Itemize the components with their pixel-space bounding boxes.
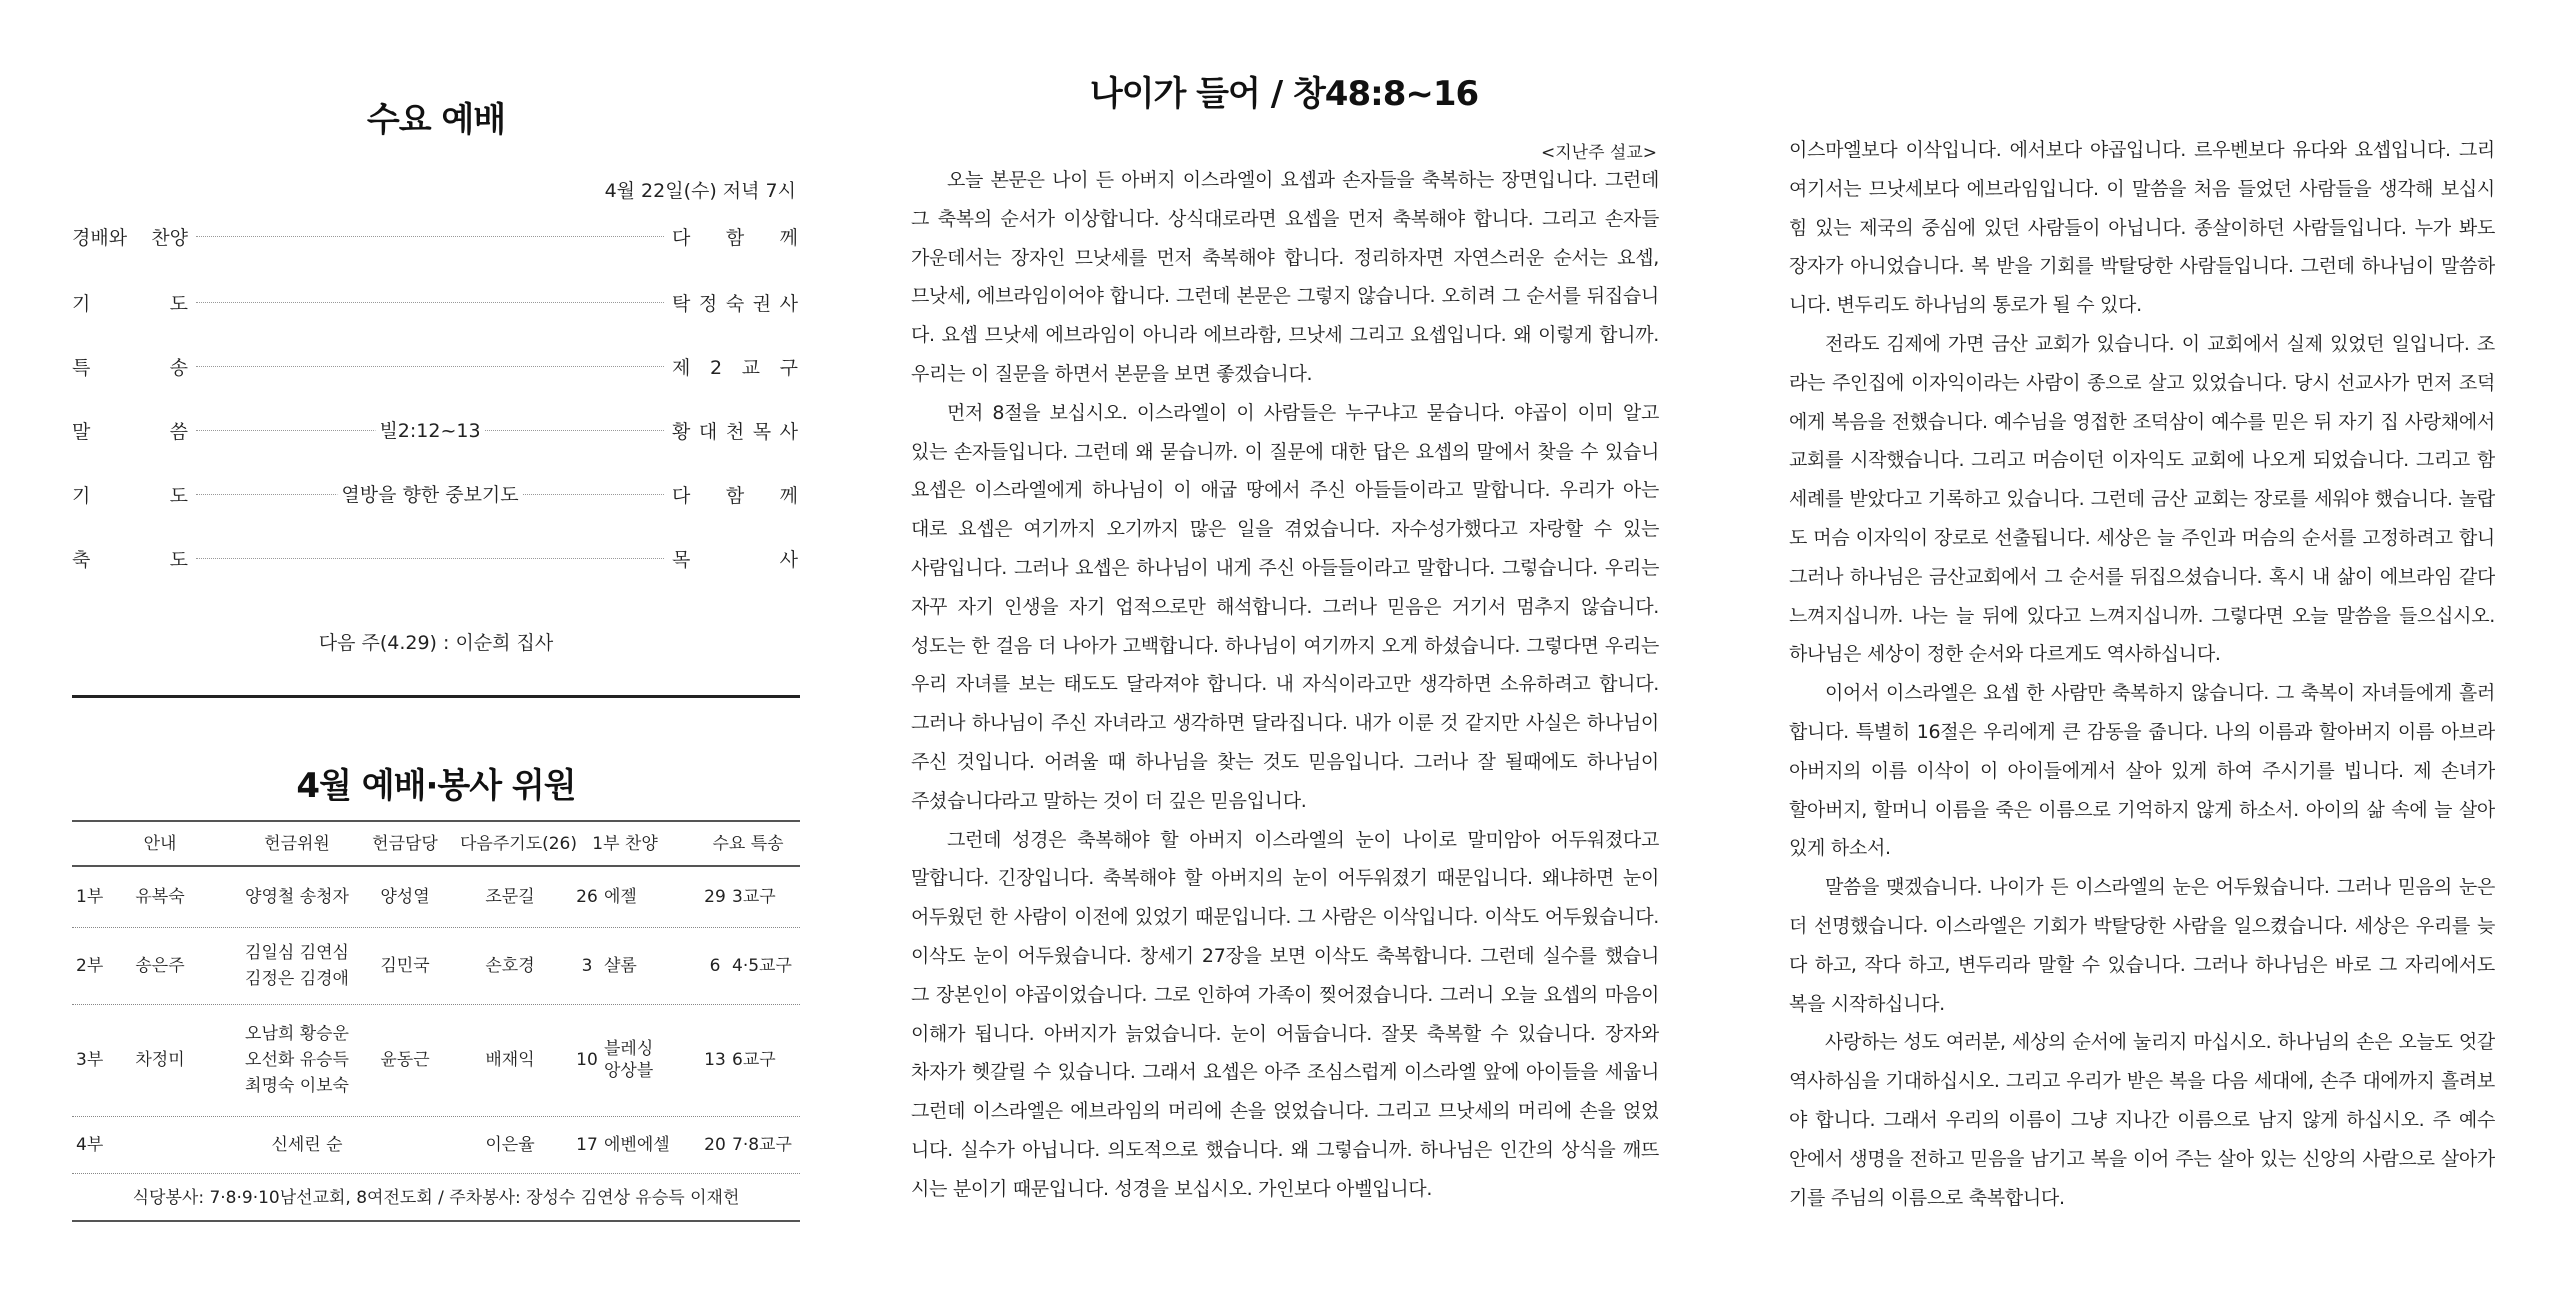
sermon-line: 더 선명했습니다. 이스라엘은 기회가 박탈당한 사람을 일으켰습니다. 세상은 우리를 늦 [1789, 914, 2495, 937]
row-divider [72, 1116, 800, 1117]
service-item-leader: 목 사 [672, 548, 798, 571]
choir-name [604, 1134, 670, 1156]
sermon-line: 그런데 이스라엘은 에브라임의 머리에 손을 얹었습니다. 그리고 므낫세의 머리에 손을 얹었 [911, 1100, 1659, 1123]
sermon-line: 말합니다. 긴장입니다. 축복해야 할 아버지의 눈이 어두워졌기 때문입니다. 왜냐하면 눈이 [911, 867, 1659, 890]
sermon-line: 니다. 변두리도 하나님의 통로가 될 수 있다. [1789, 294, 2142, 317]
sermon-line: 므낫세, 에브라임이어야 합니다. 그런데 본문은 그렇지 않습니다. 오히려 그 순서를 뒤집습니 [911, 285, 1659, 308]
choir-name-line: 에벤에셀 [604, 1135, 670, 1155]
service-title: 수요 예배 [366, 100, 506, 140]
special-number: 13 [704, 1050, 726, 1070]
offering-manager: 김민국 [380, 956, 430, 976]
service-item-label: 축 도 [72, 548, 188, 571]
sermon-line: 그러나 하나님은 금산교회에서 그 순서를 뒤집으셨습니다. 혹시 내 삶이 에브라임 같다 [1789, 565, 2495, 588]
last-week-sermon-tag: <지난주 설교> [1540, 143, 1657, 163]
offering-manager: 양성열 [380, 887, 430, 907]
service-item-leader: 탁 정 숙 권 사 [672, 292, 798, 315]
staff-title: 4월 예배·봉사 위원 [296, 766, 576, 806]
sermon-line: 세례를 받았다고 기록하고 있습니다. 그런데 금산 교회는 장로를 세워야 했습니다. 놀랍 [1789, 488, 2495, 511]
sermon-line: 할아버지, 할머니 이름을 죽은 이름으로 기억하지 않게 하소서. 아이의 삶 속에 늘 살아 [1789, 798, 2495, 821]
table-row [72, 929, 800, 1003]
sermon-line: 이해가 됩니다. 아버지가 늙었습니다. 눈이 어둡습니다. 잘못 축복할 수 있습니다. 장자와 [911, 1022, 1659, 1045]
sermon-line: 안에서 생명을 전하고 믿음을 남기고 복을 이어 주는 살아 있는 신앙의 사람으로 살아가 [1789, 1147, 2495, 1170]
guide-name: 유복숙 [135, 887, 185, 907]
column-header: 다음주기도(26) [460, 834, 578, 854]
service-item [72, 415, 798, 445]
sermon-line: 역사하심을 기대하십시오. 그리고 우리가 받은 복을 다음 세대에, 손주 대에까지 흘려보 [1789, 1070, 2495, 1093]
special-number: 29 [704, 887, 726, 907]
part-label: 1부 [76, 887, 104, 907]
sermon-line: 여기서는 므낫세보다 에브라임입니다. 이 말씀을 처음 들었던 사람들을 생각해 보십시 [1789, 177, 2495, 200]
column-header: 헌금담당 [372, 834, 438, 854]
sermon-column-right [1789, 131, 2495, 1217]
sermon-line: 가운데서는 장자인 므낫세를 먼저 축복해야 합니다. 정리하자면 자연스러운 순서는 요셉, [911, 246, 1659, 269]
sermon-line: 느껴지십니까. 나는 늘 뒤에 있다고 느껴지십니까. 그렇다면 오늘 말씀을 들으십시오. [1789, 604, 2495, 627]
table-row [72, 868, 800, 926]
sermon-line: 사람입니다. 그러나 요셉은 하나님이 내게 주신 아들들이라고 말합니다. 그렇습니다. 우리는 [911, 556, 1659, 579]
service-item-leader: 다 함 께 [672, 484, 798, 507]
choir [570, 1006, 680, 1114]
sermon-paragraph [911, 821, 1659, 1209]
choir-name [604, 1038, 653, 1082]
sermon-line: 성도는 한 걸음 더 나아가 고백합니다. 하나님이 여기까지 오게 하셨습니다. 그렇다면 우리는 [911, 634, 1659, 657]
offering-members [222, 929, 372, 1003]
offering-member-line: 오남희 황승운 [245, 1024, 349, 1044]
special-group: 7·8교구 [732, 1135, 792, 1155]
sermon-line: 어두웠던 한 사람이 이전에 있었기 때문입니다. 그 사람은 이삭입니다. 이삭도 어두웠습니다. [911, 906, 1659, 929]
choir-name-line: 에젤 [604, 887, 637, 907]
special-number: 20 [704, 1135, 726, 1155]
sermon-line: 힘 있는 제국의 중심에 있던 사람들이 아닙니다. 종살이하던 사람들입니다. 누가 봐도 [1789, 216, 2495, 239]
offering-members [222, 868, 372, 926]
sermon-line: 이어서 이스라엘은 요셉 한 사람만 축복하지 않습니다. 그 축복이 자녀들에게 흘러 [1825, 682, 2495, 705]
sermon-paragraph [1789, 674, 2495, 868]
sermon-paragraph [911, 161, 1659, 394]
choir-name [604, 955, 637, 977]
sermon-line: 라는 주인집에 이자익이라는 사람이 종으로 살고 있었습니다. 당시 선교사가 먼저 조덕 [1789, 371, 2495, 394]
part-label: 2부 [76, 956, 104, 976]
service-item [72, 479, 798, 509]
offering-member-line: 김정은 김경애 [245, 969, 349, 989]
wednesday-special [698, 929, 798, 1003]
offering-member-line: 양영철 송청자 [245, 887, 349, 907]
choir-number: 17 [576, 1135, 598, 1155]
sermon-line: 하나님은 세상이 정한 순서와 다르게도 역사하십니다. [1789, 643, 2221, 666]
sermon-line: 그러나 하나님이 주신 자녀라고 생각하면 달라집니다. 내가 이룬 것 같지만 사실은 하나님이 [911, 712, 1659, 735]
wednesday-special [698, 1118, 798, 1172]
service-item-label: 경배와 찬양 [72, 226, 188, 249]
service-item-detail: 열방을 향한 중보기도 [337, 480, 522, 507]
sermon-column-middle [911, 161, 1659, 1209]
next-week-note: 다음 주(4.29) : 이순희 집사 [318, 632, 554, 654]
table-top-rule [72, 820, 800, 822]
sermon-line: 장자가 아니었습니다. 복 받을 기회를 박탈당한 사람들입니다. 그런데 하나님이 말씀하 [1789, 255, 2495, 278]
offering-member-line: 오선화 유승득 [245, 1050, 349, 1070]
guide-name [120, 1118, 200, 1172]
table-bottom-rule [72, 1220, 800, 1222]
service-item [72, 543, 798, 573]
sermon-line: 이스마엘보다 이삭입니다. 에서보다 야곱입니다. 르우벤보다 유다와 요셉입니다. 그리 [1789, 139, 2495, 161]
service-item-leader: 다 함 께 [672, 226, 798, 249]
choir [570, 868, 680, 926]
sermon-line: 요셉은 이스라엘에게 하나님이 이 애굽 땅에서 주신 아들들이라고 말합니다. 우리가 아는 [911, 479, 1659, 502]
sermon-line: 교회를 시작했습니다. 그리고 머슴이던 이자익도 교회에 나오게 되었습니다. 그리고 함 [1789, 449, 2495, 472]
offering-manager [362, 1118, 448, 1172]
service-item-leader: 제 2 교 구 [672, 356, 798, 379]
service-item-leader: 황 대 천 목 사 [672, 420, 798, 443]
service-item-detail: 빌2:12~13 [375, 416, 484, 443]
sermon-line: 합니다. 특별히 16절은 우리에게 큰 감동을 줍니다. 나의 이름과 할아버지 이름 아브라 [1789, 720, 2495, 743]
sermon-line: 다 하고, 작다 하고, 변두리라 말할 수 있습니다. 그러나 하나님은 바로 그 자리에서도 [1789, 953, 2495, 976]
sermon-line: 기를 주님의 이름으로 축복합니다. [1789, 1186, 2065, 1209]
offering-member-line: 신세린 순 [271, 1135, 343, 1155]
sermon-line: 그 축복의 순서가 이상합니다. 상식대로라면 요셉을 먼저 축복해야 합니다. 그리고 손자들 [911, 207, 1659, 230]
sermon-line: 사랑하는 성도 여러분, 세상의 순서에 눌리지 마십시오. 하나님의 손은 오늘도 엇갈 [1825, 1031, 2495, 1054]
next-week-prayer: 조문길 [485, 887, 535, 907]
sermon-line: 대로 요셉은 여기까지 오기까지 많은 일을 겪었습니다. 자수성가했다고 자랑할 수 있는 [911, 518, 1659, 541]
sermon-line: 이삭도 눈이 어두웠습니다. 창세기 27장을 보면 이삭도 축복합니다. 그런데 실수를 했습니 [911, 944, 1659, 967]
sermon-line: 복을 시작하십니다. [1789, 992, 1945, 1015]
sermon-line: 시는 분이기 때문입니다. 성경을 보십시오. 가인보다 아벨입니다. [911, 1177, 1433, 1200]
service-item [72, 351, 798, 381]
sermon-line: 니다. 실수가 아닙니다. 의도적으로 했습니다. 왜 그렇습니까. 하나님은 인간의 상식을 깨뜨 [911, 1138, 1659, 1161]
guide-name: 차정미 [135, 1050, 185, 1070]
service-item [72, 287, 798, 317]
sermon-line: 야 합니다. 그래서 우리의 이름이 그냥 지나간 이름으로 남지 않게 하십시오. 주 예수 [1789, 1108, 2495, 1131]
sermon-line: 자꾸 자기 인생을 자기 업적으로만 해석합니다. 그러나 믿음은 거기서 멈추지 않습니다. [911, 595, 1659, 618]
row-divider [72, 1173, 800, 1174]
choir [570, 929, 680, 1003]
sermon-paragraph [911, 394, 1659, 821]
service-item-label: 기 도 [72, 292, 188, 315]
table-row [72, 1118, 800, 1172]
offering-member-line: 최명숙 이보숙 [245, 1076, 349, 1096]
offering-members [222, 1006, 372, 1114]
choir [570, 1118, 680, 1172]
offering-members [232, 1118, 382, 1172]
special-group: 6교구 [732, 1050, 776, 1070]
choir-name-line: 앙상블 [604, 1061, 654, 1081]
sermon-line: 말씀을 맺겠습니다. 나이가 든 이스라엘의 눈은 어두웠습니다. 그러나 믿음의 눈은 [1825, 876, 2495, 899]
service-item-label: 말 씀 [72, 420, 188, 443]
column-header: 수요 특송 [712, 834, 784, 854]
column-header: 헌금위원 [264, 834, 330, 854]
special-group: 3교구 [732, 887, 776, 907]
sermon-line: 먼저 8절을 보십시오. 이스라엘이 이 사람들은 누구냐고 묻습니다. 야곱이 이미 알고 [947, 401, 1659, 424]
sermon-line: 주신 것입니다. 어려울 때 하나님을 찾는 것도 믿음입니다. 그러나 잘 될때에도 하나님이 [911, 750, 1659, 773]
sermon-line: 차자가 헷갈릴 수 있습니다. 그래서 요셉은 아주 조심스럽게 이스라엘 앞에 아이들을 세웁니 [911, 1061, 1659, 1084]
service-datetime: 4월 22일(수) 저녁 7시 [604, 180, 796, 202]
sermon-paragraph [1789, 1023, 2495, 1217]
sermon-line: 우리 자녀를 보는 태도도 달라져야 합니다. 내 자식이라고만 생각하면 소유하려고 합니다. [911, 673, 1659, 696]
column-header: 1부 찬양 [592, 834, 658, 854]
dotted-leader [196, 221, 664, 251]
service-volunteers-footer: 식당봉사: 7·8·9·10남선교회, 8여전도회 / 주차봉사: 장성수 김연상 유승득 이재헌 [132, 1188, 740, 1208]
service-item [72, 221, 798, 251]
sermon-line: 그런데 성경은 축복해야 할 아버지 이스라엘의 눈이 나이로 말미암아 어두워졌다고 [947, 828, 1659, 851]
sermon-paragraph [1789, 131, 2495, 325]
choir-name-line: 샬롬 [604, 956, 637, 976]
choir-name [604, 886, 637, 908]
sermon-line: 주셨습니다라고 말하는 것이 더 깊은 믿음입니다. [911, 789, 1307, 812]
service-item-label: 기 도 [72, 484, 188, 507]
next-week-prayer: 손호경 [485, 956, 535, 976]
sermon-title: 나이가 들어 / 창48:8~16 [1089, 74, 1479, 114]
section-divider [72, 695, 800, 698]
sermon-line: 도 머슴 이자익이 장로로 선출됩니다. 세상은 늘 주인과 머슴의 순서를 고정하려고 합니 [1789, 526, 2495, 549]
sermon-line: 그 장본인이 야곱이었습니다. 그로 인하여 가족이 찢어졌습니다. 그러니 오늘 요셉의 마음이 [911, 983, 1659, 1006]
sermon-line: 다. 요셉 므낫세 에브라임이 아니라 에브라함, 므낫세 그리고 요셉입니다. 왜 이렇게 합니까. [911, 324, 1659, 347]
dotted-leader [196, 351, 664, 381]
table-header [72, 828, 800, 860]
next-week-prayer: 이은율 [485, 1135, 535, 1155]
choir-name-line: 블레싱 [604, 1039, 654, 1059]
choir-number: 3 [581, 956, 593, 976]
sermon-line: 전라도 김제에 가면 금산 교회가 있습니다. 이 교회에서 실제 있었던 일입니다. 조 [1825, 332, 2495, 355]
offering-manager: 윤동근 [380, 1050, 430, 1070]
part-label: 3부 [76, 1050, 104, 1070]
row-divider [72, 1004, 800, 1005]
sermon-line: 있게 하소서. [1789, 837, 1891, 860]
choir-number: 26 [576, 887, 598, 907]
special-number: 6 [709, 956, 721, 976]
dotted-leader [196, 479, 664, 509]
row-divider [72, 927, 800, 928]
table-header-rule [72, 865, 800, 867]
special-group: 4·5교구 [732, 956, 792, 976]
choir-number: 10 [576, 1050, 598, 1070]
dotted-leader [196, 287, 664, 317]
sermon-line: 우리는 이 질문을 하면서 본문을 보면 좋겠습니다. [911, 362, 1313, 385]
sermon-line: 아버지의 이름 이삭이 이 아이들에게서 살아 있게 하여 주시기를 빕니다. 제 손녀가 [1789, 759, 2495, 782]
wednesday-special [698, 1006, 798, 1114]
part-label: 4부 [76, 1135, 104, 1155]
sermon-paragraph [1789, 868, 2495, 1023]
sermon-paragraph [1789, 325, 2495, 674]
next-week-prayer: 배재익 [485, 1050, 535, 1070]
wednesday-special [698, 868, 798, 926]
service-item-label: 특 송 [72, 356, 188, 379]
dotted-leader [196, 415, 664, 445]
sermon-line: 오늘 본문은 나이 든 아버지 이스라엘이 요셉과 손자들을 축복하는 장면입니다. 그런데 [947, 169, 1659, 191]
dotted-leader [196, 543, 664, 573]
sermon-line: 있는 손자들입니다. 그런데 왜 묻습니까. 이 질문에 대한 답은 요셉의 말에서 찾을 수 있습니 [911, 440, 1659, 463]
guide-name: 송은주 [135, 956, 185, 976]
sermon-line: 에게 복음을 전했습니다. 예수님을 영접한 조덕삼이 예수를 믿은 뒤 자기 집 사랑채에서 [1789, 410, 2495, 433]
offering-member-line: 김일심 김연심 [245, 943, 349, 963]
column-header: 안내 [143, 834, 177, 854]
table-row [72, 1006, 800, 1114]
